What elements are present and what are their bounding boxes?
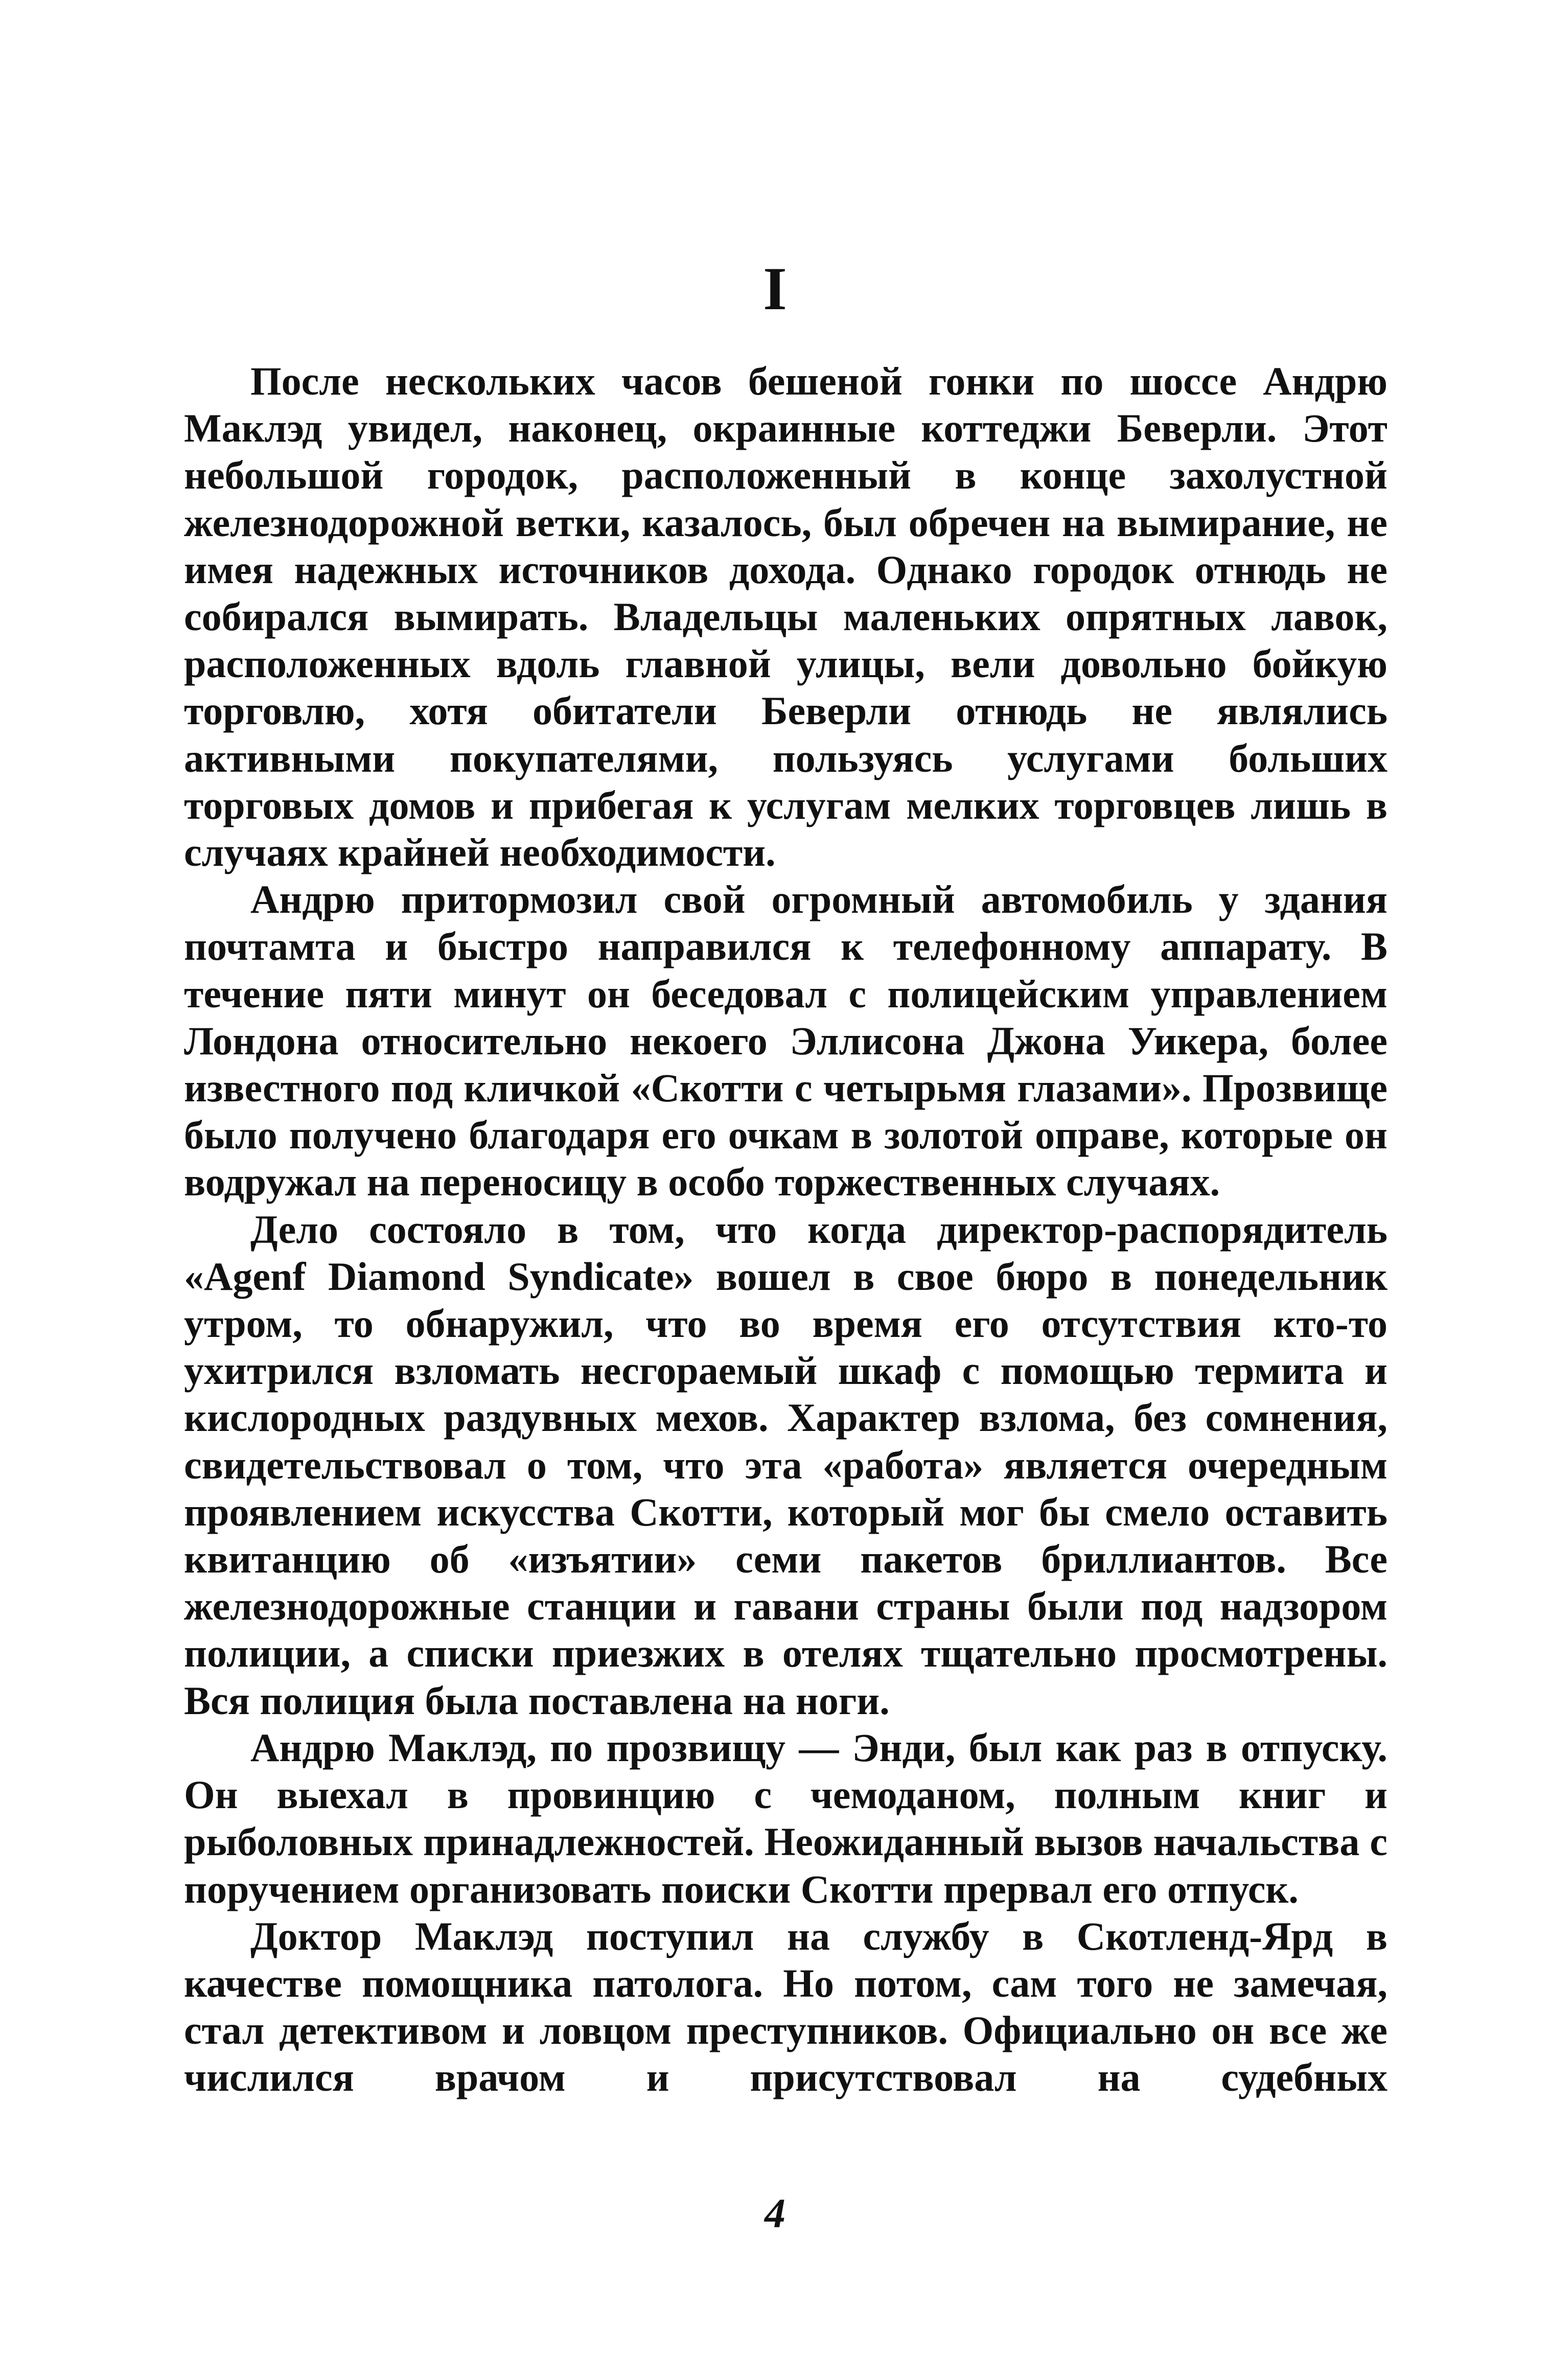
page-number: 4 [765,2190,785,2236]
body-text [184,358,1387,2101]
paragraph-1: После нескольких часов бешеной гонки по шоссе Андрю Маклэд увидел, наконец, окраинные коттеджи Беверли. Этот небольшой городок, расположенный в конце захолустной железнодорожной ветки, казалось, был обречен на вымирание, не имея надежных источников дохода. Однако городок отнюдь не собирался вымирать. Владельцы маленьких опрятных лавок, расположенных вдоль главной улицы, вели довольно бойкую торговлю, хотя обитатели Беверли отнюдь не являлись активными покупателями, пользуясь услугами больших торговых домов и прибегая к услугам мелких торговцев лишь в случаях крайней необходимости. [184,359,1387,875]
paragraph-4: Андрю Маклэд, по прозвищу — Энди, был как раз в отпуску. Он выехал в провинцию с чемоданом, полным книг и рыболовных принадлежностей. Неожиданный вызов начальства с поручением организовать поиски Скотти прервал его отпуск. [184,1725,1387,1911]
paragraph-2: Андрю притормозил свой огромный автомобиль у здания почтамта и быстро направился к телефонному аппарату. В течение пяти минут он беседовал с полицейским управлением Лондона относительно некоего Эллисона Джона Уикера, более известного под кличкой «Скотти с четырьмя глазами». Прозвище было получено благодаря его очкам в золотой оправе, которые он водружал на переносицу в особо торжественных случаях. [184,877,1387,1205]
paragraph-3: Дело состояло в том, что когда директор-распорядитель «Agenf Diamond Syndicate» вошел в свое бюро в понедельник утром, то обнаружил, что во время его отсутствия кто-то ухитрился взломать несгораемый шкаф с помощью термита и кислородных раздувных мехов. Характер взлома, без сомнения, свидетельствовал о том, что эта «работа» является очередным проявлением искусства Скотти, который мог бы смело оставить квитанцию об «изъятии» семи пакетов бриллиантов. Все железнодорожные станции и гавани страны были под надзором полиции, а списки приезжих в отелях тщательно просмотрены. Вся полиция была поставлена на ноги. [184,1207,1387,1723]
chapter-number: I [763,255,787,322]
paragraph-5: Доктор Маклэд поступил на службу в Скотленд-Ярд в качестве помощника патолога. Но потом, сам того не замечая, стал детективом и ловцом преступников. Официально он все же числился врачом и присутствовал на судебных [184,1913,1387,2100]
